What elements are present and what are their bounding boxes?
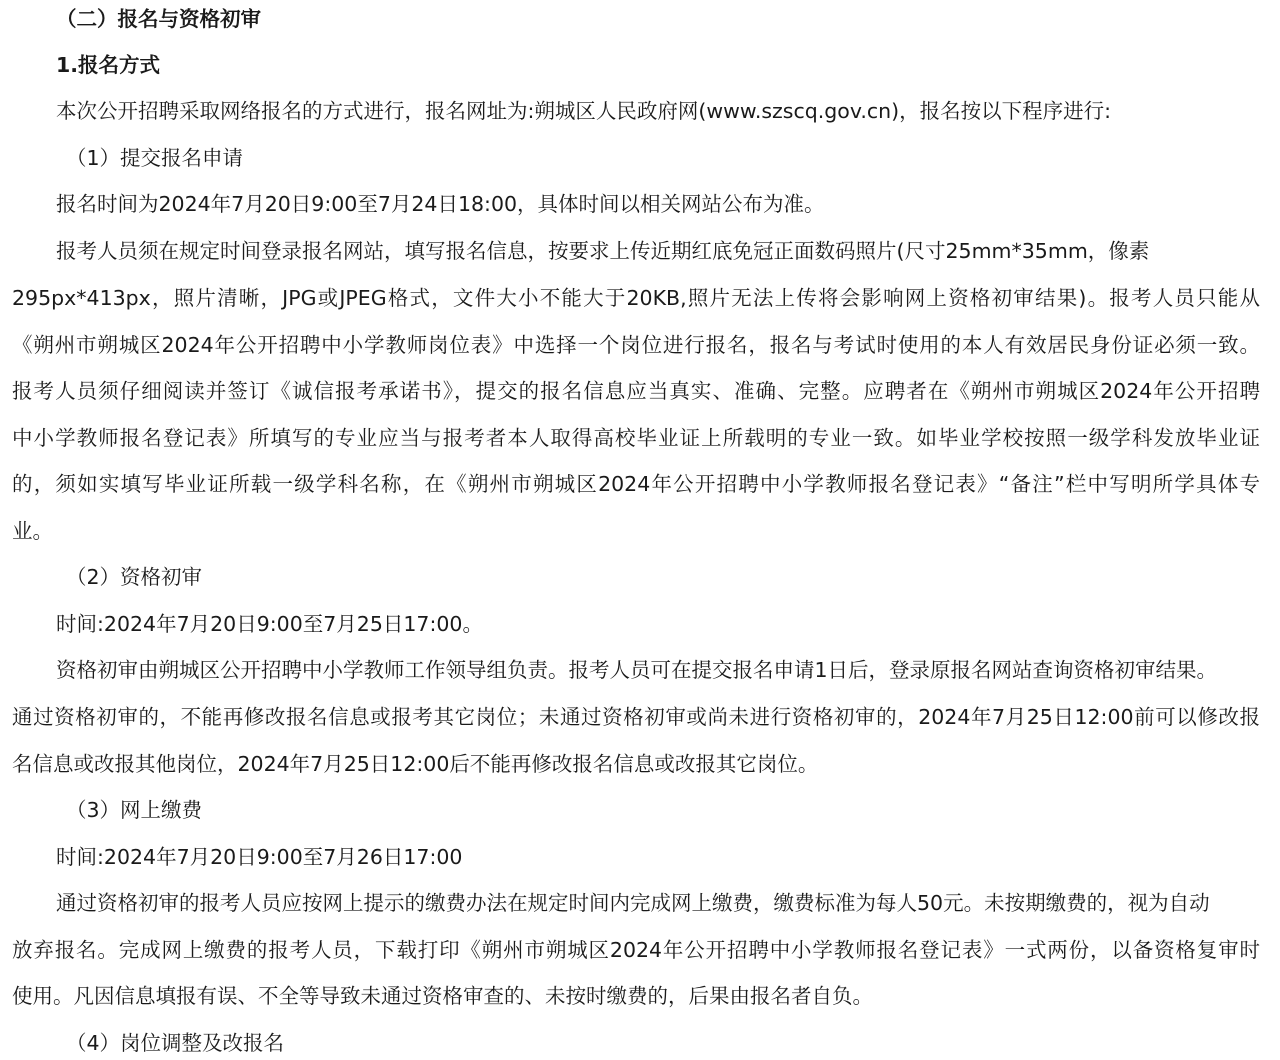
step1-body-line: 中小学教师报名登记表》所填写的专业应当与报考者本人取得高校毕业证上所载明的专业一致。如毕业学校按照一级学科发放毕业证 [12,426,1260,450]
intro-paragraph: 本次公开招聘采取网络报名的方式进行，报名网址为:朔城区人民政府网(www.szscq.gov.cn)，报名按以下程序进行: [56,99,1112,123]
step1-title: （1）提交报名申请 [66,146,244,170]
step3-body-line: 通过资格初审的报考人员应按网上提示的缴费办法在规定时间内完成网上缴费，缴费标准为每人50元。未按期缴费的，视为自动 [56,891,1210,915]
step3-title: （3）网上缴费 [66,798,203,822]
step1-body-line: 报考人员须仔细阅读并签订《诚信报考承诺书》，提交的报名信息应当真实、准确、完整。应聘者在《朔州市朔城区2024年公开招聘 [12,379,1260,403]
step1-body-line: 295px*413px，照片清晰，JPG或JPEG格式，文件大小不能大于20KB,照片无法上传将会影响网上资格初审结果)。报考人员只能从 [12,286,1260,310]
step4-title: （4）岗位调整及改报名 [66,1031,285,1055]
step3-time: 时间:2024年7月20日9:00至7月26日17:00 [56,845,463,869]
subsection-heading: 1.报名方式 [56,53,161,77]
step1-body-line: 业。 [12,519,53,543]
step1-time: 报名时间为2024年7月20日9:00至7月24日18:00，具体时间以相关网站公布为准。 [56,192,825,216]
step2-body-line: 资格初审由朔城区公开招聘中小学教师工作领导组负责。报考人员可在提交报名申请1日后，登录原报名网站查询资格初审结果。 [56,658,1218,682]
step3-body-line: 放弃报名。完成网上缴费的报考人员，下载打印《朔州市朔城区2024年公开招聘中小学教师报名登记表》一式两份，以备资格复审时 [12,938,1260,962]
step1-body-line: 的，须如实填写毕业证所载一级学科名称，在《朔州市朔城区2024年公开招聘中小学教师报名登记表》“备注”栏中写明所学具体专 [12,472,1260,496]
step1-body-line: 《朔州市朔城区2024年公开招聘中小学教师岗位表》中选择一个岗位进行报名，报名与考试时使用的本人有效居民身份证必须一致。 [12,333,1260,357]
step1-body-line: 报考人员须在规定时间登录报名网站，填写报名信息，按要求上传近期红底免冠正面数码照片(尺寸25mm*35mm，像素 [56,239,1150,263]
step2-time: 时间:2024年7月20日9:00至7月25日17:00。 [56,612,483,636]
step2-body-line: 名信息或改报其他岗位，2024年7月25日12:00后不能再修改报名信息或改报其它岗位。 [12,752,819,776]
step2-body-line: 通过资格初审的，不能再修改报名信息或报考其它岗位；未通过资格初审或尚未进行资格初审的，2024年7月25日12:00前可以修改报 [12,705,1260,729]
step2-title: （2）资格初审 [66,565,203,589]
section-heading: （二）报名与资格初审 [56,7,261,31]
step3-body-line: 使用。凡因信息填报有误、不全等导致未通过资格审查的、未按时缴费的，后果由报名者自负。 [12,984,873,1008]
